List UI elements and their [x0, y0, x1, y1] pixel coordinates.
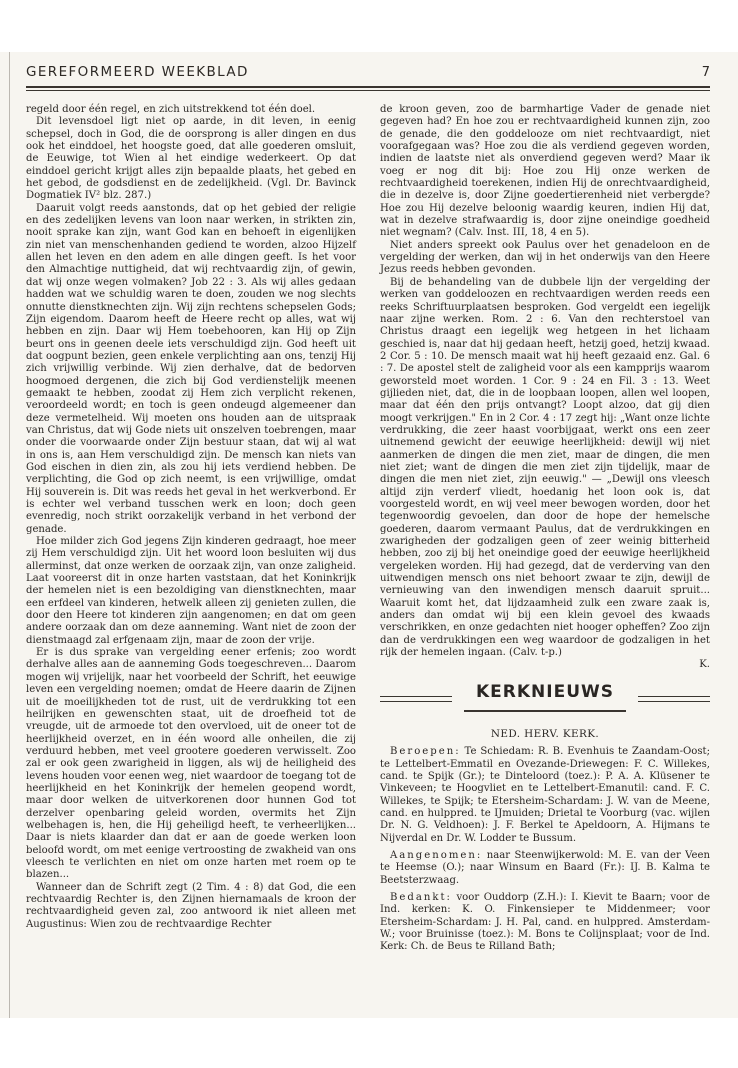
- right-column: [380, 104, 710, 959]
- header-rule-thin: [26, 90, 710, 91]
- ornament-rule: [380, 696, 452, 697]
- news-item-label: Bedankt:: [390, 891, 452, 903]
- paragraph: Wanneer dan de Schrift zegt (2 Tim. 4 : 8) dat God, die een rechtvaardig Rechter is, den Zijnen hiernamaals de kroon der rechtvaardigheid geven zal, zoo antwoord ik niet alleen met Augustinus: Wien zou de rechtvaardige Rechter: [26, 881, 356, 930]
- church-heading: NED. HERV. KERK.: [490, 727, 600, 740]
- news-item-label: Beroepen:: [390, 746, 461, 758]
- paragraph: Daaruit volgt reeds aanstonds, dat op het gebied der religie en des zedelijken levens van loon naar werken, in strikten zin, nooit sprake kan zijn, want God kan en behoeft in eigenlijken zin niet van menschenhanden gediend te worden, alzoo Hijzelf allen het leven en den adem en alle dingen geeft. Is het voor den Almachtige nuttigheid, dat wij rechtvaardig zijn, of gewin, dat wij onze wegen volmaken? Job 22 : 3. Als wij alles gedaan hadden wat we schuldig waren te doen, zouden we nog slechts onnutte dienstknechten zijn. Wij zijn rechtens schepselen Gods; Zijn eigendom. Daarom heeft de Heere recht op alles, wat wij hebben en zijn. Daar wij Hem toebehooren, kan Hij op Zijn beurt ons in geenen deele iets verschuldigd zijn. God heeft uit dat oogpunt bezien, geen enkele verplichting aan ons, tenzij Hij zich vrijwillig verbinde. Wij zien derhalve, dat de bedorven hoogmoed dergenen, die zich bij God verdienstelijk meenen gemaakt te hebben, zoodat zij Hem zich verplicht rekenen, veroordeeld wordt; en toch is geen ondeugd algemeener dan deze vermetelheid. Wij moeten ons houden aan de uitspraak van Christus, dat wij Gode niets uit onszelven toebrengen, maar onder die voorwaarde onder Zijn bestuur staan, dat wij al wat in ons is, aan Hem verschuldigd zijn. De mensch kan niets van God eischen in dien zin, als zou hij iets verdiend hebben. De verplichting, die God op zich neemt, is een vrijwillige, omdat Hij souverein is. Dit was reeds het geval in het werkverbond. Er is echter wel verband tusschen werk en loon; doch geen evenredig, noch strikt oorzakelijk verband in het verbond der genade.: [26, 202, 356, 535]
- journal-title: GEREFORMEERD WEEKBLAD: [26, 64, 249, 80]
- paragraph: regeld door één regel, en zich uitstrekkend tot één doel.: [26, 104, 316, 115]
- news-item-label: Aangenomen:: [390, 849, 483, 861]
- church-news-section: [380, 681, 710, 954]
- news-item: [380, 850, 710, 887]
- page-number: 7: [701, 65, 710, 80]
- page-header: [26, 64, 710, 84]
- author-signature: K.: [699, 659, 710, 671]
- ornament-rule: [638, 701, 710, 702]
- section-title: KERKNIEUWS: [475, 681, 614, 702]
- header-rule-thick: [26, 86, 710, 88]
- news-item: [380, 892, 710, 954]
- binding-edge-line: [9, 52, 10, 1018]
- scan-bottom-margin: [0, 1018, 738, 1068]
- news-item-text: naar Steenwijkerwold: M. E. van der Veen te Heemse (O.); naar Winsum en Baard (Fr.): IJ. B. Kalma te Beetsterzwaag.: [380, 849, 710, 886]
- news-item-text: Te Schiedam: R. B. Evenhuis te Zaandam-Oost; te Lettelbert-Emmatil en Ovezande-Driewegen: F. C. Willekes, cand. te Spijk (Gr.); te Dinteloord (toez.): P. A. A. Klüsener te Vinkeveen; te Hoogvliet en te Lettelbert-Emanutil: cand. F. C. Willekes, te Spijk; te Etersheim-Schardam: J. W. van de Meene, cand. en hulppred. te IJmuiden; Drietal te Voorburg (vac. wijlen Dr. N. G. Veldhoen): J. F. Berkel te Apeldoorn, A. Hijmans te Nijverdal en Dr. W. Lodder te Bussum.: [380, 746, 710, 844]
- left-column: [26, 104, 356, 931]
- ornament-rule: [380, 701, 452, 702]
- paragraph: Hoe milder zich God jegens Zijn kinderen gedraagt, hoe meer zij Hem verschuldigd zijn. Uit het woord loon besluiten wij dus allerminst, dat onze werken de oorzaak zijn, van onze zaligheid. Laat vooreerst dit in onze harten vaststaan, dat het Koninkrijk der hemelen niet is een bezoldiging van dienstknechten, maar een erfdeel van kinderen, hetwelk alleen zij genieten zullen, die door den Heere tot kinderen zijn aangenomen; en dat om geen andere oorzaak dan om deze aanneming. Want niet de zoon der dienstmaagd zal erfgenaam zijn, maar de zoon der vrije.: [26, 536, 356, 646]
- scan-top-margin: [0, 0, 738, 52]
- paragraph: Er is dus sprake van vergelding eener erfenis; zoo wordt derhalve alles aan de aanneming Gods toegeschreven... Daarom mogen wij vrijelijk, naar het voorbeeld der Schrift, het eeuwige leven een vergelding noemen; omdat de Heere daarin de Zijnen uit de moeilijkheden tot de rust, uit de verdrukking tot een heilrijken en gewenschten staat, uit de droefheid tot de vreugde, uit de armoede tot den overvloed, uit de oneer tot de heerlijkheid overzet, en in één woord alle onheilen, die zij verduurd hebben, met veel grootere goederen verwisselt. Zoo zal er ook geen zwarigheid in liggen, als wij de heiligheid des levens houden voor eenen weg, niet waardoor de toegang tot de heerlijkheid en het Koninkrijk der hemelen geopend wordt, maar door welken de uitverkorenen door hunnen God tot derzelver openbaring geleid worden, overmits het Zijn welbehagen is, hen, die Hij geheiligd heeft, te verheerlijken... Daar is niets klaarder dan dat er aan de goede werken loon beloofd wordt, om met eenige vertroosting de zwakheid van ons vleesch te verlichten en niet om onze harten met roem op te blazen...: [26, 647, 356, 881]
- paragraph: Niet anders spreekt ook Paulus over het genadeloon en de vergelding der werken, dan wij in het onderwijs van den Heere Jezus reeds hebben gevonden.: [380, 239, 710, 276]
- paragraph: Dit levensdoel ligt niet op aarde, in dit leven, in eenig schepsel, doch in God, die de oorsprong is aller dingen en dus ook het einddoel, het hoogste goed, dat alle goederen omsluit, de Eeuwige, tot Wien al het eindige wederkeert. Op dat einddoel gericht krijgt alles zijn bepaalde plaats, het gebed en het gebod, de godsdienst en de zedelijkheid. (Vgl. Dr. Bavinck Dogmatiek IV² blz. 287.): [26, 116, 356, 202]
- news-item: [380, 746, 710, 845]
- section-title-ornament: [380, 681, 710, 722]
- section-title-underline: [464, 710, 626, 712]
- paragraph: Bij de behandeling van de dubbele lijn der vergelding der werken van goddeloozen en rechtvaardigen werden reeds een reeks Schriftuurplaatsen besproken. God vergeldt een iegelijk naar zijne werken. Rom. 2 : 6. Van den rechterstoel van Christus draagt een iegelijk weg hetgeen in het lichaam geschied is, naar dat hij gedaan heeft, hetzij goed, hetzij kwaad. 2 Cor. 5 : 10. De mensch maait wat hij heeft gezaaid enz. Gal. 6 : 7. De apostel stelt de zaligheid voor als een kampprijs waarom geworsteld moet worden. 1 Cor. 9 : 24 en Fil. 3 : 13. Weet gijlieden niet, dat, die in de loopbaan loopen, allen wel loopen, maar dat één den prijs ontvangt? Loopt alzoo, dat gij dien moogt verkrijgen." En in 2 Cor. 4 : 17 zegt hij: „Want onze lichte verdrukking, die zeer haast voorbijgaat, werkt ons een zeer uitnemend gewicht der eeuwige heerlijkheid: dewijl wij niet aanmerken de dingen die men ziet, maar de dingen, die men niet ziet; want de dingen die men ziet zijn tijdelijk, maar de dingen die men niet ziet, zijn eeuwig." — „Dewijl ons vleesch altijd zijn verderf vliedt, hoedanig het loon ook is, dat voorgesteld wordt, en wij veel meer bewogen worden, door het tegenwoordig gevoelen, dan door de hope der hemelsche goederen, daarom vermaant Paulus, dat de verdrukkingen en zwarigheden der godzaligen geen of zeer weinig bitterheid hebben, zoo zij bij het oneindige goed der eeuwige heerlijkheid vergeleken worden. Hij had gezegd, dat de verderving van den uitwendigen mensch ons niet behoort zwaar te zijn, dewijl de vernieuwing van den inwendigen mensch daaruit spruit... Waaruit komt het, dat lijdzaamheid zulk een zware zaak is, anders dan omdat wij bij een klein gevoel des kwaads verschrikken, en onze gedachten niet hooger opheffen? Zoo zijn dan de verdrukkingen een weg waardoor de godzaligen in het rijk der hemelen ingaan. (Calv. t-p.): [380, 276, 710, 659]
- news-item-text: voor Ouddorp (Z.H.): I. Kievit te Baarn; voor de Ind. kerken: K. O. Finkensieper te Middenmeer; voor Etersheim-Schardam: J. H. Pal, cand. en hulppred. Amsterdam-W.; voor Bruinisse (toez.): M. Bons te Colijnsplaat; voor de Ind. Kerk: Ch. de Beus te Rilland Bath;: [380, 891, 710, 953]
- ornament-rule: [638, 696, 710, 697]
- paragraph: de kroon geven, zoo de barmhartige Vader de genade niet gegeven had? En hoe zou er rechtvaardigheid kunnen zijn, zoo de genade, die den goddelooze om niet rechtvaardigt, niet voorafgegaan was? Hoe zou die als verdiend gegeven worden, indien de laatste niet als onverdiend gegeven werd? Maar ik voeg er nog dit bij: Hoe zou Hij onze werken de rechtvaardigheid toerekenen, indien Hij de onrechtvaardigheid, die in dezelve is, door Zijne goedertierenheid niet verbergde? Hoe zou Hij dezelve beloonig waardig keuren, indien Hij dat, wat in dezelve strafwaardig is, door zijne oneindige goedheid niet wegnam? (Calv. Inst. III, 18, 4 en 5).: [380, 104, 710, 239]
